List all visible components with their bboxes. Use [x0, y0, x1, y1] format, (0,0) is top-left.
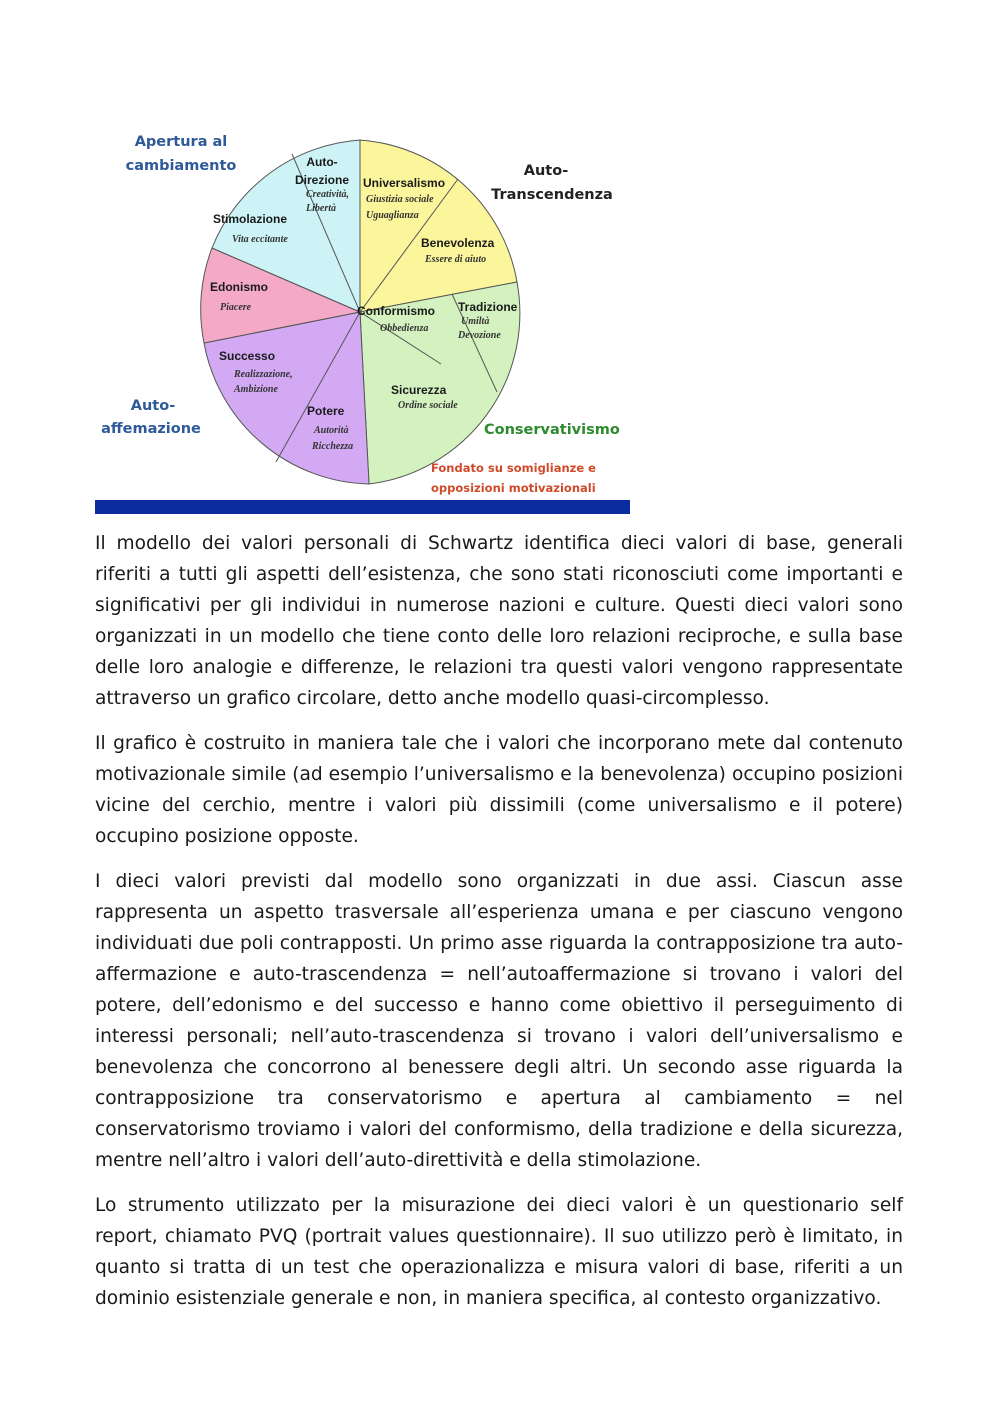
- sub-successo-2: Ambizione: [234, 384, 278, 395]
- paragraph-4: Lo strumento utilizzato per la misurazione dei dieci valori è un questionario self report, chiamato PVQ (portrait values questionnaire). Il suo utilizzo però è limitato, in quanto si tratta di un test che operazionalizza e misura valori di base, riferiti a un dominio esistenziale generale e non, in maniera specifica, al contesto organizzativo.: [95, 1195, 903, 1309]
- axis-conservativismo: Conservativismo: [484, 422, 620, 438]
- label-potere: Potere: [307, 404, 345, 418]
- axis-affermazione-1: Auto-: [130, 398, 176, 414]
- label-tradizione: Tradizione: [458, 300, 518, 314]
- schwartz-values-diagram: [95, 118, 630, 514]
- label-edonismo: Edonismo: [210, 280, 269, 294]
- sub-conformismo: Obbedienza: [380, 323, 429, 334]
- sub-universalismo-1: Giustizia sociale: [366, 194, 434, 205]
- sub-tradizione-2: Devozione: [458, 330, 501, 341]
- sub-autodirezione-2: Libertà: [306, 203, 336, 214]
- label-autodirezione-2: Direzione: [294, 173, 350, 187]
- label-autodirezione-1: Auto-: [306, 155, 338, 169]
- axis-apertura-1: Apertura al: [134, 134, 228, 150]
- label-universalismo: Universalismo: [363, 176, 446, 190]
- paragraph-3: I dieci valori previsti dal modello sono organizzati in due assi. Ciascun asse rappresenta un aspetto trasversale all’esperienza umana e per ciascuno vengono individuati due poli contrapposti. Un primo asse riguarda la contrapposizione tra auto-affermazione e auto-trascendenza = nell’autoaffermazione si trovano i valori del potere, dell’edonismo e del successo e hanno come obiettivo il perseguimento di interessi personali; nell’auto-trascendenza si trovano i valori dell’universalismo e benevolenza che concorrono al benessere degli altri. Un secondo asse riguarda la contrapposizione tra conservatorismo e apertura al cambiamento = nel conservatorismo troviamo i valori del conformismo, della tradizione e della sicurezza, mentre nell’altro i valori dell’auto-direttività e della stimolazione.: [95, 871, 903, 1171]
- label-successo: Successo: [219, 349, 276, 363]
- label-benevolenza: Benevolenza: [421, 236, 495, 250]
- axis-affermazione-2: affemazione: [101, 421, 201, 437]
- sub-edonismo: Piacere: [220, 302, 252, 313]
- sub-tradizione-1: Umiltà: [461, 316, 490, 327]
- paragraph-2: Il grafico è costruito in maniera tale che i valori che incorporano mete dal contenuto motivazionale simile (ad esempio l’universalismo e la benevolenza) occupino posizioni vicine del cerchio, mentre i valori più dissimili (come universalismo e il potere) occupino posizione opposte.: [95, 733, 903, 847]
- label-conformismo: Conformismo: [357, 304, 435, 318]
- axis-trascendenza-1: Auto-: [523, 163, 569, 179]
- label-stimolazione: Stimolazione: [213, 212, 288, 226]
- axis-trascendenza-2: Transcendenza: [491, 187, 613, 203]
- label-sicurezza: Sicurezza: [391, 383, 447, 397]
- note-line-1: Fondato su somiglianze e: [431, 461, 596, 475]
- sub-potere-1: Autorità: [314, 425, 349, 436]
- sub-successo-1: Realizzazione,: [234, 369, 293, 380]
- sub-stimolazione: Vita eccitante: [232, 234, 288, 245]
- sub-benevolenza: Essere di aiuto: [425, 254, 487, 265]
- note-line-2: opposizioni motivazionali: [431, 481, 596, 495]
- sub-universalismo-2: Uguaglianza: [366, 210, 419, 221]
- sub-autodirezione-1: Creatività,: [306, 189, 350, 200]
- sub-sicurezza: Ordine sociale: [398, 400, 458, 411]
- sub-potere-2: Ricchezza: [312, 441, 354, 452]
- figure-bottom-bar: [95, 500, 630, 514]
- body-text: [95, 528, 903, 1328]
- axis-apertura-2: cambiamento: [125, 158, 237, 174]
- paragraph-1: Il modello dei valori personali di Schwartz identifica dieci valori di base, generali riferiti a tutti gli aspetti dell’esistenza, che sono stati riconosciuti come importanti e significativi per gli individui in numerose nazioni e culture. Questi dieci valori sono organizzati in un modello che tiene conto delle loro relazioni reciproche, e sulla base delle loro analogie e differenze, le relazioni tra questi valori vengono rappresentate attraverso un grafico circolare, detto anche modello quasi-circomplesso.: [95, 533, 903, 709]
